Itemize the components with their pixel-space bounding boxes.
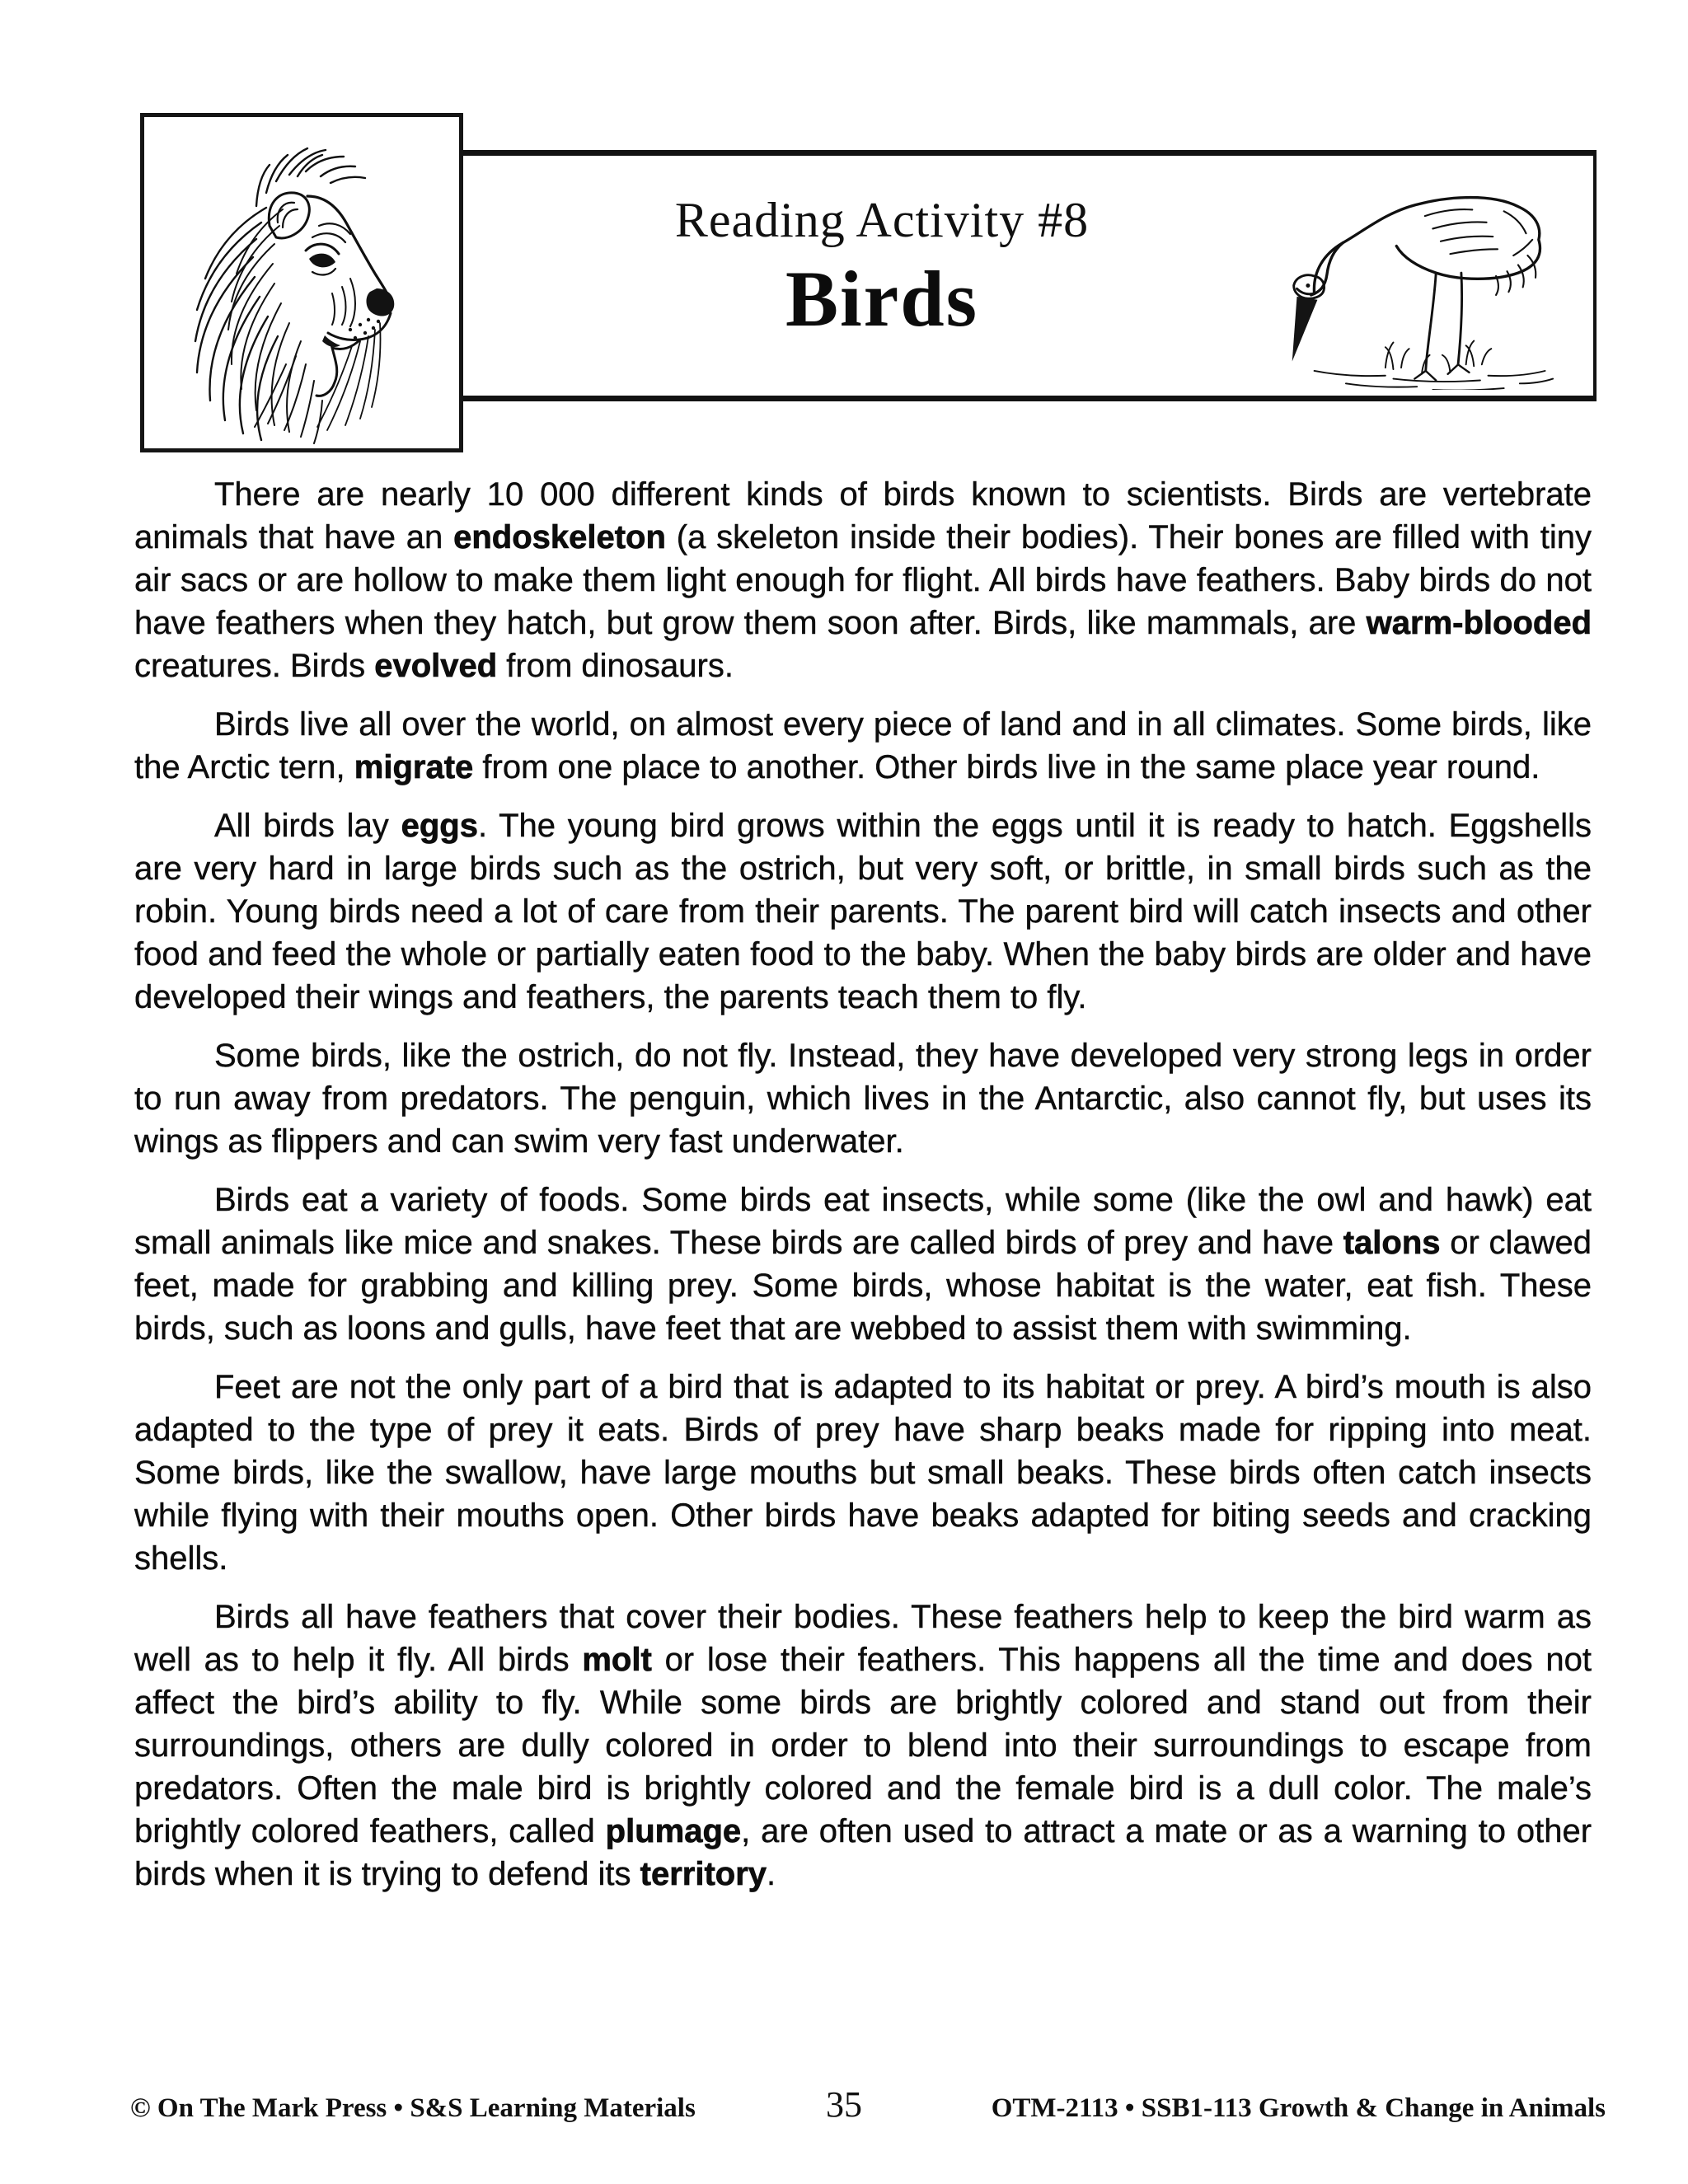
body-paragraph: [134, 1366, 1592, 1580]
footer-product-code: OTM-2113 • SSB1-113 Growth & Change in Animals: [991, 2093, 1606, 2123]
text-run: from one place to another. Other birds live in the same place year round.: [473, 749, 1540, 785]
footer-page-number: 35: [826, 2084, 862, 2125]
vocabulary-term: migrate: [354, 749, 474, 785]
crane-illustration: [1260, 161, 1582, 390]
vocabulary-term: eggs: [401, 808, 478, 844]
banner-text-block: [536, 156, 1228, 396]
activity-label: Reading Activity #8: [674, 193, 1090, 247]
body-paragraph: [134, 1179, 1592, 1350]
text-run: (a skeleton inside their bodies). Their bones are filled with tiny air sacs or are hollow to make them light enough for flight. All birds have feathers. Baby birds do not have feathers when they hatch, but grow them soon after. Birds, like mammals, are: [134, 519, 1592, 641]
text-run: creatures. Birds: [134, 648, 375, 684]
vocabulary-term: talons: [1343, 1225, 1441, 1261]
text-run: Birds eat a variety of foods. Some birds eat insects, while some (like the owl and hawk) eat small animals like mice and snakes. These birds are called birds of prey and have: [134, 1182, 1592, 1261]
body-paragraph: [134, 473, 1592, 687]
crane-line-art: [1260, 161, 1582, 390]
text-run: .: [767, 1856, 776, 1892]
body-paragraph: [134, 703, 1592, 789]
text-run: Some birds, like the ostrich, do not fly. Instead, they have developed very strong legs in order to run away from predators. The penguin, which lives in the Antarctic, also cannot fly, but uses its wings as flippers and can swim very fast underwater.: [134, 1038, 1592, 1160]
body-paragraph: [134, 1034, 1592, 1163]
vocabulary-term: evolved: [374, 648, 498, 684]
title-banner: [346, 150, 1597, 401]
text-run: Feet are not the only part of a bird that is adapted to its habitat or prey. A bird’s mouth is also adapted to the type of prey it eats. Birds of prey have sharp beaks made for ripping into meat. Some birds, like the swallow, have large mouths but small beaks. These birds often catch insects while flying with their mouths open. Other birds have beaks adapted for biting seeds and cracking shells.: [134, 1369, 1592, 1577]
footer-publisher: © On The Mark Press • S&S Learning Materials: [130, 2093, 696, 2123]
vocabulary-term: endoskeleton: [453, 519, 666, 555]
text-run: or lose their feathers. This happens all the time and does not affect the bird’s ability to fly. While some birds are brightly colored and stand out from their surroundings, others are dully colored in order to blend into their surroundings to escape from predators. Often the male bird is brightly colored and the female bird is a dull color. The male’s brightly colored feathers, called: [134, 1642, 1592, 1849]
vocabulary-term: plumage: [605, 1813, 742, 1849]
text-run: , are often used to attract a mate or as a warning to other birds when it is trying to defend its: [134, 1813, 1592, 1892]
body-paragraph: [134, 804, 1592, 1019]
page-title: Birds: [785, 255, 979, 343]
text-run: There are nearly 10 000 different kinds of birds known to scientists. Birds are vertebrate animals that have an: [134, 476, 1592, 555]
body-paragraphs: [134, 473, 1592, 1911]
text-run: . The young bird grows within the eggs until it is ready to hatch. Eggshells are very hard in large birds such as the ostrich, but very soft, or brittle, in small birds such as the robin. Young birds need a lot of care from their parents. The parent bird will catch insects and other food and feed the whole or partially eaten food to the baby. When the baby birds are older and have developed their wings and feathers, the parents teach them to fly.: [134, 808, 1592, 1015]
text-run: Birds all have feathers that cover their bodies. These feathers help to keep the bird warm as well as to help it fly. All birds: [134, 1599, 1592, 1678]
lion-image-frame: [140, 113, 463, 452]
text-run: Birds live all over the world, on almost every piece of land and in all climates. Some birds, like the Arctic tern,: [134, 706, 1592, 785]
lion-illustration: [144, 117, 459, 448]
vocabulary-term: territory: [640, 1856, 767, 1892]
body-paragraph: [134, 1596, 1592, 1896]
vocabulary-term: molt: [582, 1642, 652, 1678]
footer: [0, 2083, 1688, 2141]
text-run: All birds lay: [214, 808, 401, 844]
vocabulary-term: warm-blooded: [1366, 605, 1592, 641]
text-run: from dinosaurs.: [497, 648, 734, 684]
text-run: or clawed feet, made for grabbing and killing prey. Some birds, whose habitat is the water, eat fish. These birds, such as loons and gulls, have feet that are webbed to assist them with swimming.: [134, 1225, 1592, 1347]
